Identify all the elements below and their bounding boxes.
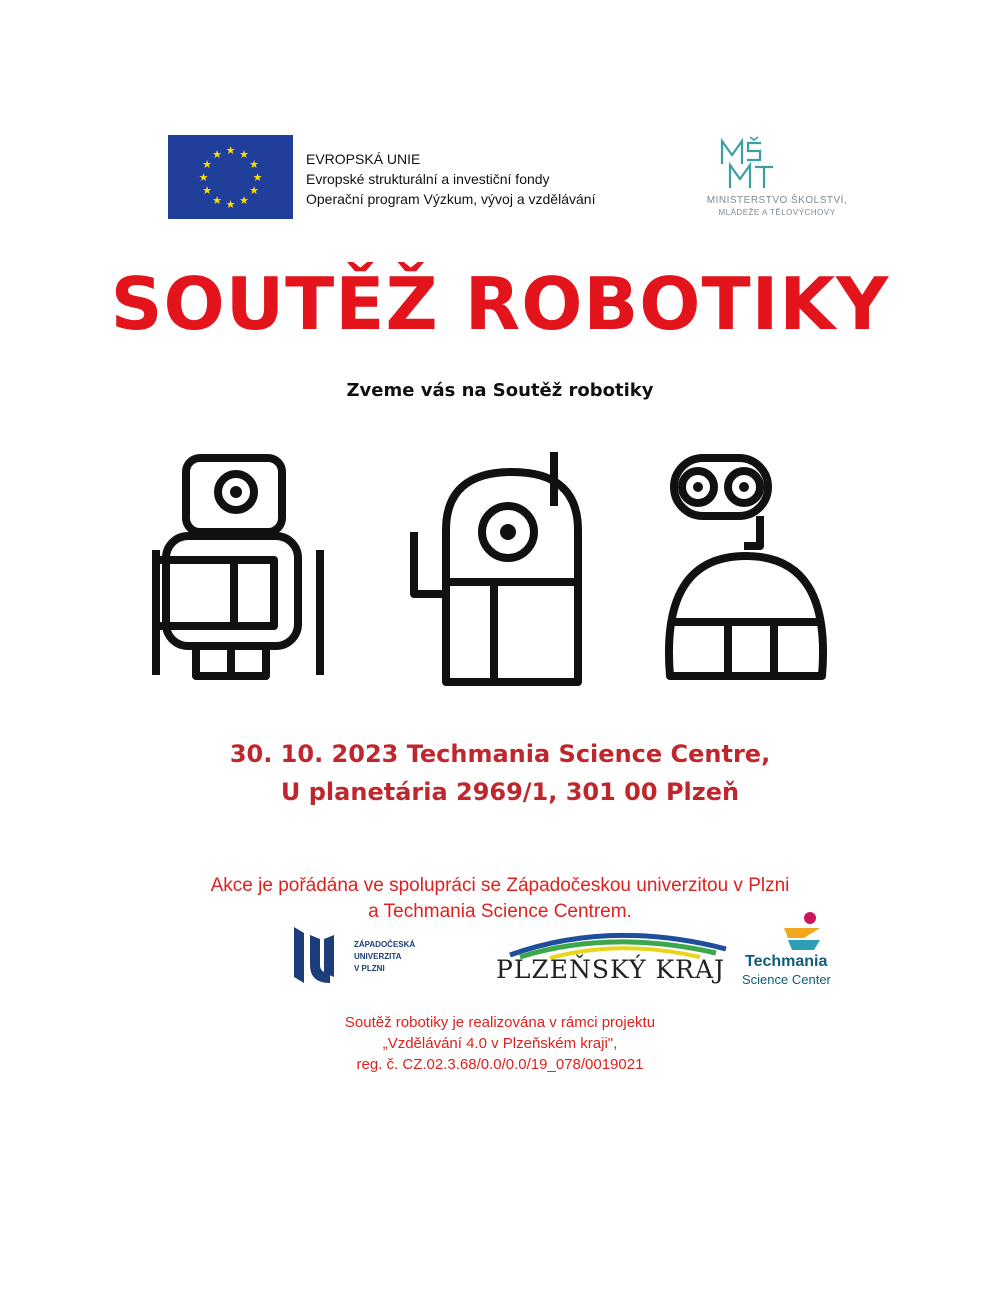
zcu-logo xyxy=(292,925,432,985)
zcu-text xyxy=(354,939,415,975)
robot-1-icon xyxy=(156,458,320,676)
project-line-2: „Vzdělávání 4.0 v Plzeňském kraji", xyxy=(382,1035,618,1052)
svg-text:★: ★ xyxy=(202,184,212,197)
zcu-line-3: V PLZNI xyxy=(354,964,385,973)
msmt-line-2: MLÁDEŽE A TĚLOVÝCHOVY xyxy=(718,208,836,217)
plzensky-kraj-logo xyxy=(490,925,730,990)
svg-text:★: ★ xyxy=(225,144,236,157)
robots-illustration xyxy=(140,450,860,690)
project-info xyxy=(0,1012,1000,1075)
event-info xyxy=(0,735,1000,811)
svg-text:★: ★ xyxy=(225,198,236,211)
techmania-line-2: Science Center xyxy=(742,972,831,987)
robot-2-icon xyxy=(414,452,578,682)
techmania-logo xyxy=(740,910,855,990)
event-address: U planetária 2969/1, 301 00 Plzeň xyxy=(280,778,740,806)
zcu-line-1: ZÁPADOČESKÁ xyxy=(354,940,416,949)
zcu-line-2: UNIVERZITA xyxy=(354,952,402,961)
event-date-place: 30. 10. 2023 Techmania Science Centre, xyxy=(229,740,771,768)
cooperation-line-1: Akce je pořádána ve spolupráci se Západočeskou univerzitou v Plzni xyxy=(210,875,790,896)
eu-line-2: Evropské strukturální a investiční fondy xyxy=(306,171,550,187)
svg-text:★: ★ xyxy=(212,194,222,207)
project-line-1: Soutěž robotiky je realizována v rámci projektu xyxy=(344,1014,656,1031)
svg-text:★: ★ xyxy=(202,158,212,171)
page-title: SOUTĚŽ ROBOTIKY xyxy=(110,262,890,346)
page-subtitle: Zveme vás na Soutěž robotiky xyxy=(346,380,654,401)
eu-text-block xyxy=(306,149,595,209)
svg-text:★: ★ xyxy=(249,184,259,197)
robot-3-icon xyxy=(669,458,823,676)
eu-line-1: EVROPSKÁ UNIE xyxy=(306,151,421,167)
project-line-3: reg. č. CZ.02.3.68/0.0/0.0/19_078/0019021 xyxy=(356,1056,644,1073)
eu-line-3: Operační program Výzkum, vývoj a vzdělávání xyxy=(306,191,596,207)
svg-text:★: ★ xyxy=(239,194,249,207)
svg-text:★: ★ xyxy=(198,171,209,184)
svg-text:★: ★ xyxy=(212,148,222,161)
svg-text:★: ★ xyxy=(252,171,263,184)
techmania-line-1: Techmania xyxy=(745,953,828,970)
plzensky-kraj-text: PLZEŇSKÝ KRAJ xyxy=(496,955,726,984)
eu-flag-logo xyxy=(168,135,293,219)
cooperation-line-2: a Techmania Science Centrem. xyxy=(368,901,632,922)
svg-text:★: ★ xyxy=(249,158,259,171)
msmt-line-1: MINISTERSTVO ŠKOLSTVÍ, xyxy=(706,195,848,206)
svg-text:★: ★ xyxy=(239,148,249,161)
msmt-logo xyxy=(700,135,860,225)
